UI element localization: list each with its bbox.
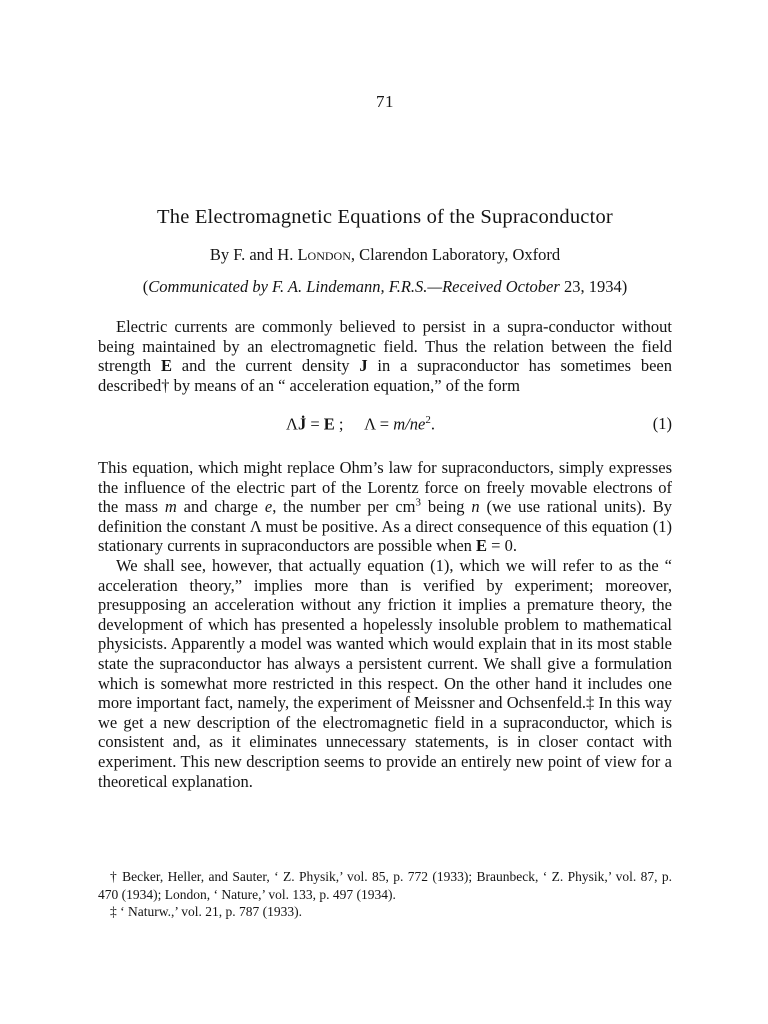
communicated-text: Communicated by F. A. Lindemann, F.R.S.—Received October xyxy=(148,277,560,296)
eq-sup: 2 xyxy=(425,414,431,426)
intro-text-b: and the current density xyxy=(171,356,360,376)
p2-text-d: being xyxy=(421,497,472,517)
p2-text-b: and charge xyxy=(176,497,265,517)
footnotes xyxy=(98,868,672,921)
eq-separator: ; Λ = xyxy=(334,414,394,434)
equation-body xyxy=(286,414,435,435)
p2-text-f: = 0. xyxy=(487,536,517,556)
p2-text-e: (we use rational units). By definition the constant Λ must be positive. As a direct consequence of this equation (1) stationary currents in supraconductors are possible when xyxy=(98,497,672,556)
p2-sup: 3 xyxy=(415,496,422,509)
symbol-E-2: E xyxy=(476,536,488,556)
symbol-n: n xyxy=(471,497,480,517)
eq-dot: . xyxy=(430,414,435,434)
paragraph-3: We shall see, however, that actually equation (1), which we will refer to as the “ acceleration theory,” implies more than is verified by experiment; moreover, presupposing an acceleration without any friction it implies a premature theory, the development of which has presented a hopelessly insoluble problem to mathematical physicists. Apparently a model was wanted which would explain that in its most stable state the supraconductor has always a persistent current. We shall give a formulation which is somewhat more restricted in this respect. On the other hand it includes one more important fact, namely, the experiment of Meissner and Ochsenfeld.‡ In this way we get a new description of the electromagnetic field in a supraconductor, which is consistent and, as it eliminates unnecessary statements, is in closer contact with experiment. This new description seems to provide an entirely new point of view for a theoretical explanation. xyxy=(98,555,672,791)
eq-equals: = xyxy=(306,414,324,434)
communicated-date: 23, 1934) xyxy=(559,277,628,296)
symbol-e: e xyxy=(264,497,273,517)
equation-1 xyxy=(98,414,672,436)
communicated-line xyxy=(98,277,672,297)
intro-paragraph-block xyxy=(98,317,672,395)
equation-number: (1) xyxy=(652,414,672,433)
paper-page xyxy=(98,0,672,1024)
footnote-1: † Becker, Heller, and Sauter, ‘ Z. Physik,’ vol. 85, p. 772 (1933); Braunbeck, ‘ Z. Physik,’ vol. 87, p. 470 (1934); London, ‘ Nature,’ vol. 133, p. 497 (1934). xyxy=(98,869,672,902)
symbol-J: J xyxy=(359,356,368,376)
author-surname: London xyxy=(297,245,351,264)
main-body-block xyxy=(98,458,672,791)
symbol-m: m xyxy=(164,497,177,517)
paper-title: The Electromagnetic Equations of the Supraconductor xyxy=(157,206,613,228)
p2-text-a: This equation, which might replace Ohm’s law for supraconductors, simply expresses the influence of the electric part of the Lorentz force on freely movable electrons of the mass xyxy=(98,458,672,517)
footnote-2: ‡ ‘ Naturw.,’ vol. 21, p. 787 (1933). xyxy=(110,904,302,919)
paragraph-2 xyxy=(98,458,672,556)
symbol-E: E xyxy=(160,356,172,376)
intro-paragraph xyxy=(98,317,672,395)
eq-lambda: Λ xyxy=(286,414,298,434)
communicated-open: ( xyxy=(142,277,149,296)
byline xyxy=(98,245,672,265)
byline-prefix: By F. and H. xyxy=(209,245,294,264)
byline-affiliation: , Clarendon Laboratory, Oxford xyxy=(350,245,561,264)
eq-E: E xyxy=(323,414,335,434)
p2-text-c: , the number per cm xyxy=(272,497,416,517)
intro-text-a: Electric currents are commonly believed to persist in a supra-conductor without being maintained by an electromagnetic field. Thus the relation between the field strength xyxy=(98,317,672,376)
eq-rhs: m/ne xyxy=(393,414,426,434)
intro-text-c: in a supraconductor has sometimes been described† by means of an “ acceleration equation,” of the form xyxy=(98,356,672,395)
eq-J-dot: J̇ xyxy=(297,414,307,434)
page-number: 71 xyxy=(376,92,394,111)
